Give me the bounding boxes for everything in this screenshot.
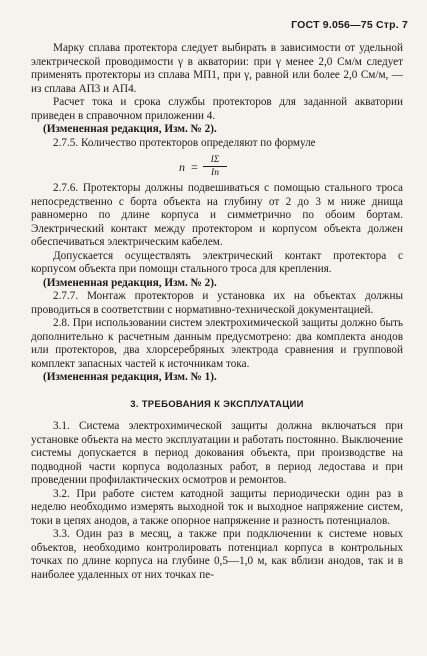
paragraph-3-1: 3.1. Система электрохимической защиты должна включаться при установке объекта на место эксплуатации и работать постоянно. Выключение системы допускается в период докования объекта, при производстве на подводной части корпуса водолазных работ, в период ледостава и при проведении профилактических осмотров и ремонтов. xyxy=(31,420,403,486)
paragraph-current-calc: Расчет тока и срока службы протекторов для заданной акватории приведен в справочном приложении 4. xyxy=(31,96,403,122)
formula-fraction xyxy=(203,155,227,178)
paragraph-2-7-5: 2.7.5. Количество протекторов определяют по формуле xyxy=(53,136,316,149)
paragraph-contact-option: Допускается осуществлять электрический контакт протектора с корпусом объекта при помощи стального троса для крепления. xyxy=(31,249,403,275)
paragraph-3-3: 3.3. Один раз в месяц, а также при подключении к системе новых объектов, необходимо контролировать потенциал корпуса в контрольных точках по длине корпуса на глубине 0,5—1,0 м, как вблизи анодов, так и в наиболее удаленных от них точках пе- xyxy=(31,528,403,581)
protector-count-formula xyxy=(31,155,403,177)
formula-lhs: n xyxy=(179,160,185,174)
amendment-note: (Измененная редакция, Изм. № 2). xyxy=(43,276,217,289)
page-header: ГОСТ 9.056—75 Стр. 7 xyxy=(291,19,408,31)
formula-equals: = xyxy=(191,160,198,174)
paragraph-3-2: 3.2. При работе систем катодной защиты периодически один раз в неделю необходимо измерять выходной ток и выходное напряжение систем, токи в цепях анодов, а также опорное напряжение и разность потенциалов. xyxy=(31,487,403,527)
amendment-note: (Измененная редакция, Изм. № 1). xyxy=(43,371,217,383)
section-heading: 3. ТРЕБОВАНИЯ К ЭКСПЛУАТАЦИИ xyxy=(130,398,304,410)
formula-numerator: IΣ xyxy=(203,155,227,167)
paragraph-2-7-6: 2.7.6. Протекторы должны подвешиваться с помощью стального троса непосредственно с борта объекта на глубину от 2 до 3 м ниже днища равномерно по длине корпуса и симметрично по обоим бортам. Электрический контакт между протектором и корпусом объекта должен обеспечиваться электрическим кабелем. xyxy=(31,182,403,248)
paragraph-2-8: 2.8. При использовании систем электрохимической защиты должно быть дополнительно к расчетным данным предусмотрено: два комплекта анодов или протекторов, два хлорсеребряных электрода сравнения и групповой комплект запасных частей к источникам тока. xyxy=(31,317,403,370)
page-content xyxy=(31,42,403,582)
paragraph-alloy-choice: Марку сплава протектора следует выбирать в зависимости от удельной электрической проводимости γ в акватории: при γ менее 2,0 См/м следует применять протекторы из сплава МП1, при γ, равной или более 2,0 См/м, — из сплава АП3 и АП4. xyxy=(31,42,403,95)
formula-denominator: Iп xyxy=(211,168,219,178)
amendment-note: (Измененная редакция, Изм. № 2). xyxy=(43,123,217,135)
paragraph-2-7-7: 2.7.7. Монтаж протекторов и установка их на объектах должны проводиться в соответствии с нормативно-технической документацией. xyxy=(31,290,403,316)
